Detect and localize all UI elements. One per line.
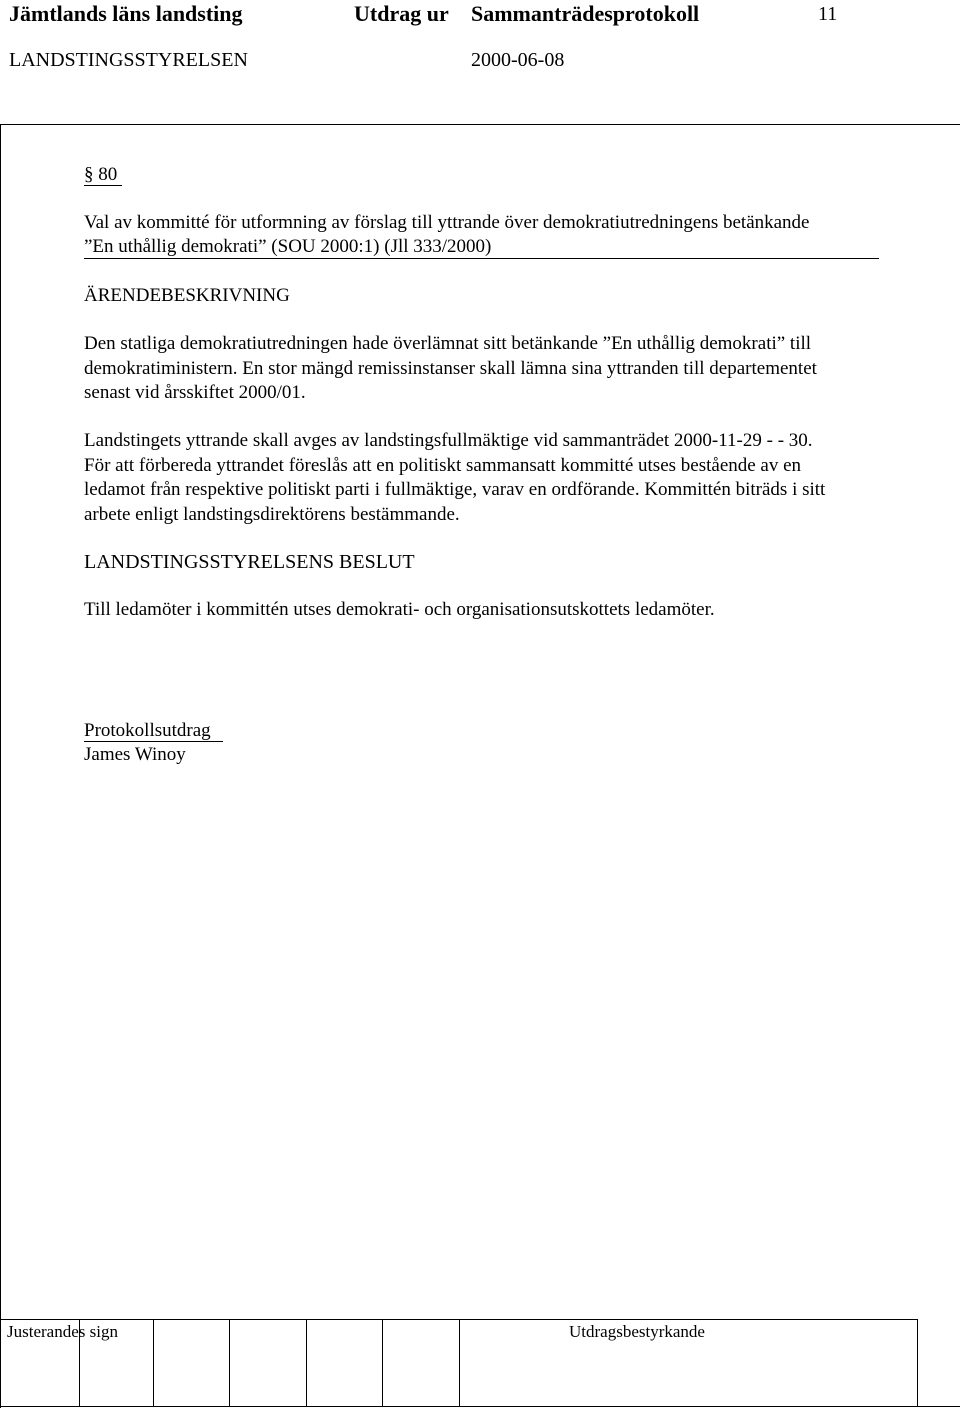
protokollsutdrag-underline: [84, 741, 223, 742]
document-title: Sammanträdesprotokoll: [471, 1, 700, 26]
meeting-date: 2000-06-08: [471, 49, 565, 71]
arende-paragraph-1-line: demokratiministern. En stor mängd remissinstanser skall lämna sina yttranden till departementet: [84, 357, 817, 379]
document-kind: Utdrag ur: [354, 1, 449, 26]
footer-divider: [306, 1319, 307, 1407]
title-underline: [84, 258, 879, 259]
footer-divider: [382, 1319, 383, 1407]
arende-paragraph-1-line: senast vid årsskiftet 2000/01.: [84, 382, 306, 403]
arende-paragraph-2-line: För att förbereda yttrandet föreslås att en politiskt sammansatt kommitté utses bestående av en: [84, 454, 802, 476]
section-number: § 80: [84, 164, 118, 185]
arende-paragraph-2-line: Landstingets yttrande skall avges av landstingsfullmäktige vid sammanträdet 2000-11-29 - - 30.: [84, 430, 813, 451]
item-title-line-1: Val av kommitté för utformning av förslag till yttrande över demokratiutredningens betänkande: [84, 212, 810, 233]
footer-divider: [153, 1319, 154, 1407]
protokollsutdrag-label: Protokollsutdrag: [84, 720, 211, 741]
arende-heading: ÄRENDEBESKRIVNING: [84, 285, 290, 306]
frame-left-line: [0, 124, 1, 1408]
footer-divider: [917, 1319, 918, 1407]
page-number: 11: [818, 3, 838, 25]
utdragsbestyrkande-label: Utdragsbestyrkande: [569, 1322, 705, 1341]
footer-divider: [229, 1319, 230, 1407]
footer-divider: [459, 1319, 460, 1407]
beslut-text: Till ledamöter i kommittén utses demokrati- och organisationsutskottets ledamöter.: [84, 599, 715, 620]
beslut-heading: LANDSTINGSSTYRELSENS BESLUT: [84, 551, 415, 573]
arende-paragraph-2-line: ledamot från respektive politiskt parti i fullmäktige, varav en ordförande. Kommittén biträds i sitt: [84, 479, 826, 500]
arende-paragraph-2-line: arbete enligt landstingsdirektörens bestämmande.: [84, 503, 460, 525]
section-underline: [84, 185, 122, 186]
arende-paragraph-1: [84, 332, 914, 406]
footer-bottom-line: [0, 1406, 960, 1407]
organization-name: Jämtlands läns landsting: [9, 1, 243, 26]
committee-name: LANDSTINGSSTYRELSEN: [9, 49, 248, 71]
recipient-name: James Winoy: [84, 744, 186, 765]
frame-top-line: [0, 124, 960, 125]
arende-paragraph-2: [84, 429, 914, 527]
justerandes-sign-label: Justerandes sign: [7, 1322, 118, 1341]
item-title-line-2: ”En uthållig demokrati” (SOU 2000:1) (Jll 333/2000): [84, 236, 492, 257]
arende-paragraph-1-line: Den statliga demokratiutredningen hade överlämnat sitt betänkande ”En uthållig demokrati” till: [84, 333, 812, 354]
